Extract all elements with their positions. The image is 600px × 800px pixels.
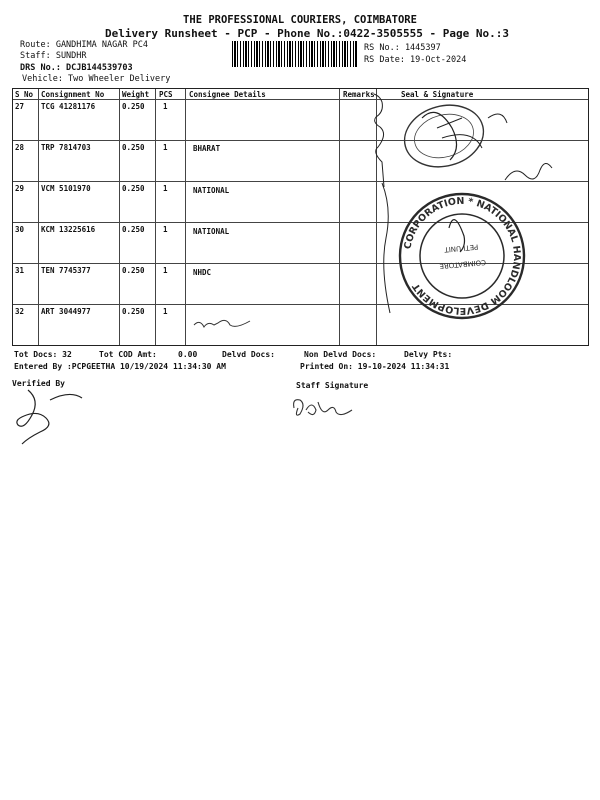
col-header-remarks: Remarks	[343, 90, 375, 99]
drs-number: DRS No.: DCJB144539703	[20, 63, 133, 73]
row-weight: 0.250	[122, 225, 145, 234]
row-consignment: VCM 5101970	[41, 184, 91, 193]
signature-line-stroke	[372, 178, 412, 318]
col-header-weight: Weight	[122, 90, 150, 99]
row-sno: 27	[15, 102, 25, 111]
tot-docs: Tot Docs: 32	[14, 350, 72, 359]
remarks-scribble	[370, 92, 410, 192]
col-divider	[185, 89, 186, 345]
col-divider	[339, 89, 340, 345]
row-pcs: 1	[163, 266, 168, 275]
delvy-pts: Delvy Pts:	[404, 350, 453, 359]
col-header-consignee: Consignee Details	[189, 90, 266, 99]
row-weight: 0.250	[122, 102, 145, 111]
row-sno: 31	[15, 266, 25, 275]
col-header-sno: S No	[15, 90, 34, 99]
row-consignment: KCM 13225616	[41, 225, 96, 234]
row-pcs: 1	[163, 307, 168, 316]
non-delvd-docs: Non Delvd Docs:	[304, 350, 377, 359]
consignee-signature	[190, 313, 260, 333]
rs-number: RS No.: 1445397	[364, 43, 441, 53]
row-sno: 28	[15, 143, 25, 152]
delvd-docs: Delvd Docs:	[222, 350, 275, 359]
row-consignment: TRP 7814703	[41, 143, 91, 152]
row-weight: 0.250	[122, 184, 145, 193]
verified-by-label: Verified By	[12, 379, 65, 388]
company-title: THE PROFESSIONAL COURIERS, COIMBATORE	[183, 14, 417, 26]
barcode-image	[232, 41, 358, 67]
stamp-ring-text: CORPORATION * NATIONAL HANDLOOM DEVELOPMENT	[402, 195, 523, 317]
row-pcs: 1	[163, 225, 168, 234]
handwritten-mark	[500, 150, 560, 190]
staff-label: Staff: SUNDHR	[20, 51, 87, 61]
row-consignee: NATIONAL	[193, 186, 230, 195]
tot-cod-label: Tot COD Amt:	[99, 350, 157, 359]
row-pcs: 1	[163, 184, 168, 193]
row-weight: 0.250	[122, 307, 145, 316]
row-sno: 32	[15, 307, 25, 316]
col-header-consignment: Consignment No	[41, 90, 105, 99]
national-handloom-stamp	[394, 188, 530, 324]
row-pcs: 1	[163, 102, 168, 111]
row-consignee: BHARAT	[193, 144, 221, 153]
rs-date: RS Date: 19-Oct-2024	[364, 55, 467, 65]
entered-by: Entered By :PCPGEETHA 10/19/2024 11:34:30 AM	[14, 362, 226, 371]
row-consignee: NATIONAL	[193, 227, 230, 236]
row-weight: 0.250	[122, 143, 145, 152]
stamp-inner-text-2: PETI UNIT	[444, 242, 479, 254]
col-divider	[155, 89, 156, 345]
staff-signature	[288, 394, 358, 424]
row-sno: 30	[15, 225, 25, 234]
row-pcs: 1	[163, 143, 168, 152]
vehicle-label: Vehicle: Two Wheeler Delivery	[22, 74, 171, 84]
row-consignment: ART 3044977	[41, 307, 91, 316]
row-consignee: NHDC	[193, 268, 212, 277]
row-weight: 0.250	[122, 266, 145, 275]
col-divider	[119, 89, 120, 345]
row-sno: 29	[15, 184, 25, 193]
cod-amount: 0.00	[178, 350, 198, 359]
row-consignment: TCG 41281176	[41, 102, 96, 111]
row-consignment: TEN 7745377	[41, 266, 91, 275]
col-divider	[38, 89, 39, 345]
col-header-pcs: PCS	[159, 90, 173, 99]
route-label: Route: GANDHIMA NAGAR PC4	[20, 40, 148, 50]
staff-signature-label: Staff Signature	[296, 381, 369, 390]
col-header-seal: Seal & Signature	[401, 90, 474, 99]
runsheet-title: Delivery Runsheet - PCP - Phone No.:0422-3505555 - Page No.:3	[105, 27, 509, 40]
printed-on: Printed On: 19-10-2024 11:34:31	[300, 362, 450, 371]
verified-signature	[10, 380, 90, 450]
stamp-inner-text-1: COIMBATORE	[439, 257, 487, 270]
